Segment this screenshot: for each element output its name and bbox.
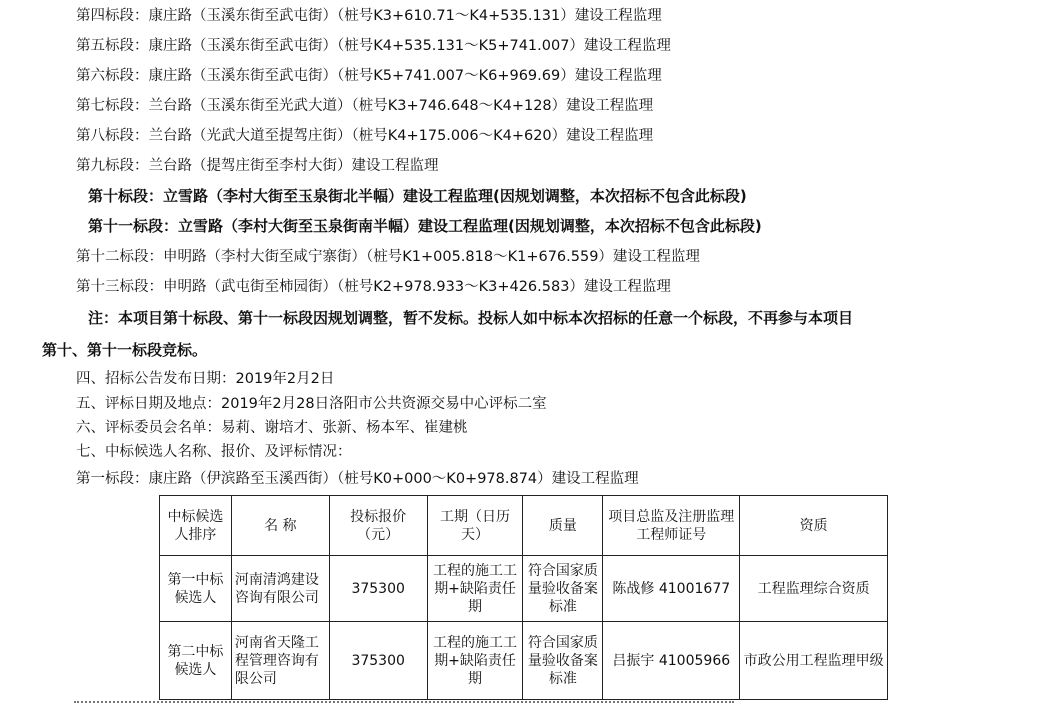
cell-period: 工程的施工工期+缺陷责任期 bbox=[427, 622, 523, 700]
cell-quality: 符合国家质量验收备案标准 bbox=[523, 622, 603, 700]
cell-name: 河南省天隆工程管理咨询有限公司 bbox=[231, 622, 329, 700]
header-director: 项目总监及注册监理工程师证号 bbox=[603, 496, 740, 556]
header-rank: 中标候选人排序 bbox=[160, 496, 232, 556]
cell-director: 陈战修 41001677 bbox=[603, 556, 740, 622]
header-price: 投标报价（元） bbox=[329, 496, 427, 556]
cell-qualification: 市政公用工程监理甲级 bbox=[740, 622, 888, 700]
table-row bbox=[160, 556, 888, 622]
cell-rank: 第二中标候选人 bbox=[160, 622, 232, 700]
header-qualification: 资质 bbox=[740, 496, 888, 556]
note-line-2: 第十、第十一标段竞标。 bbox=[42, 341, 208, 359]
cell-rank: 第一中标候选人 bbox=[160, 556, 232, 622]
line-7: 第七标段：兰台路（玉溪东街至光武大道）（桩号K3+746.648～K4+128）建设工程监理 bbox=[76, 98, 654, 114]
cell-period: 工程的施工工期+缺陷责任期 bbox=[427, 556, 523, 622]
cell-quality: 符合国家质量验收备案标准 bbox=[523, 556, 603, 622]
cell-name: 河南清鸿建设咨询有限公司 bbox=[231, 556, 329, 622]
line-9: 第九标段：兰台路（提驾庄街至李村大街）建设工程监理 bbox=[76, 158, 439, 174]
section-six: 六、评标委员会名单：易莉、谢培才、张新、杨本军、崔建桃 bbox=[76, 420, 468, 436]
line-4: 第四标段：康庄路（玉溪东街至武屯街）（桩号K3+610.71～K4+535.131）建设工程监理 bbox=[76, 8, 662, 24]
line-12: 第十二标段：申明路（李村大街至咸宁寨街）（桩号K1+005.818～K1+676.559）建设工程监理 bbox=[76, 249, 700, 265]
line-6: 第六标段：康庄路（玉溪东街至武屯街）（桩号K5+741.007～K6+969.69）建设工程监理 bbox=[76, 68, 662, 84]
section-five: 五、评标日期及地点：2019年2月28日洛阳市公共资源交易中心评标二室 bbox=[76, 396, 547, 412]
line-13: 第十三标段：申明路（武屯街至柿园街）（桩号K2+978.933～K3+426.583）建设工程监理 bbox=[76, 279, 671, 295]
section-seven: 七、中标候选人名称、报价、及评标情况： bbox=[76, 444, 352, 460]
cell-director: 吕振宇 41005966 bbox=[603, 622, 740, 700]
table-row bbox=[160, 622, 888, 700]
first-lot-line: 第一标段：康庄路（伊滨路至玉溪西街）（桩号K0+000～K0+978.874）建设工程监理 bbox=[76, 471, 639, 487]
cut-off-text-line bbox=[74, 701, 734, 707]
cell-qualification: 工程监理综合资质 bbox=[740, 556, 888, 622]
line-10-bold: 第十标段：立雪路（李村大街至玉泉街北半幅）建设工程监理(因规划调整，本次招标不包含此标段) bbox=[88, 187, 747, 205]
line-8: 第八标段：兰台路（光武大道至提驾庄街）（桩号K4+175.006～K4+620）建设工程监理 bbox=[76, 128, 654, 144]
line-5: 第五标段：康庄路（玉溪东街至武屯街）（桩号K4+535.131～K5+741.007）建设工程监理 bbox=[76, 38, 671, 54]
header-quality: 质量 bbox=[523, 496, 603, 556]
cell-price: 375300 bbox=[329, 556, 427, 622]
header-period: 工期（日历天） bbox=[427, 496, 523, 556]
header-name: 名 称 bbox=[231, 496, 329, 556]
candidates-table bbox=[159, 495, 888, 700]
note-line-1: 注：本项目第十标段、第十一标段因规划调整，暂不发标。投标人如中标本次招标的任意一个标段，不再参与本项目 bbox=[88, 309, 854, 327]
section-four: 四、招标公告发布日期：2019年2月2日 bbox=[76, 371, 335, 387]
table-header-row bbox=[160, 496, 888, 556]
line-11-bold: 第十一标段：立雪路（李村大街至玉泉街南半幅）建设工程监理(因规划调整，本次招标不包含此标段) bbox=[88, 217, 762, 235]
cell-price: 375300 bbox=[329, 622, 427, 700]
